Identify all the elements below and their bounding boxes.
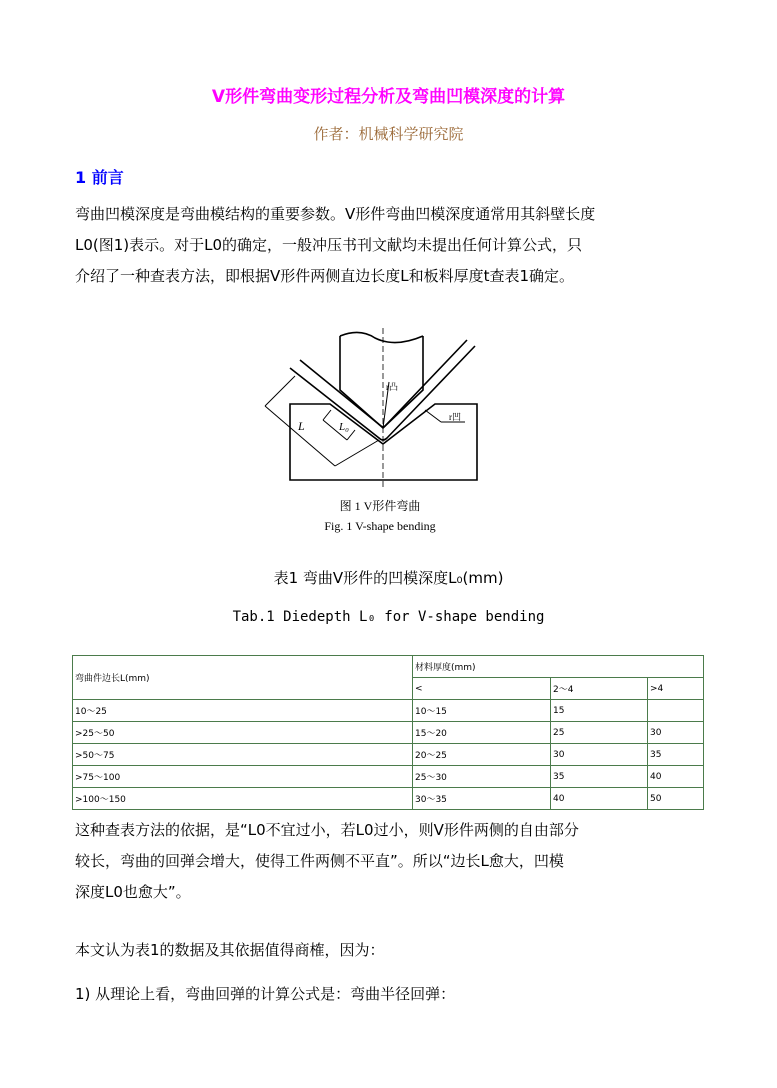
table-header-row [73, 656, 704, 678]
table-cell: >25～50 [73, 722, 413, 744]
table-cell: 40 [648, 766, 704, 788]
table-subheader: < [413, 678, 551, 700]
paragraph-line: 弯曲凹模深度是弯曲模结构的重要参数。V形件弯曲凹模深度通常用其斜壁长度 [75, 205, 596, 223]
paragraph-line: 介绍了一种查表方法，即根据V形件两侧直边长度L和板料厚度t查表1确定。 [75, 267, 575, 285]
paragraph-line: L0(图1)表示。对于L0的确定，一般冲压书刊文献均未提出任何计算公式，只 [75, 236, 583, 254]
paragraph-line: 这种查表方法的依据，是“L0不宜过小，若L0过小，则V形件两侧的自由部分 [75, 821, 579, 839]
table-row [73, 722, 704, 744]
table-cell: >75～100 [73, 766, 413, 788]
table-cell: 30 [551, 744, 648, 766]
document-title: V形件弯曲变形过程分析及弯曲凹模深度的计算 [211, 87, 566, 107]
table-cell: 15～20 [413, 722, 551, 744]
label-r-punch: r凸 [386, 382, 398, 392]
label-l: L [298, 419, 305, 433]
label-l0: L₀ [339, 421, 349, 433]
table-row [73, 788, 704, 810]
sheet-inner [300, 340, 467, 427]
figure-caption-cn: 图 1 V形件弯曲 [339, 499, 421, 513]
table-row-header: 弯曲件边长L(mm) [73, 656, 413, 700]
table-cell: 15 [551, 700, 648, 722]
figure-caption-en: Fig. 1 V-shape bending [324, 519, 436, 533]
author-line: 作者：机械科学研究院 [313, 125, 464, 143]
table-caption-en: Tab.1 Diedepth L₀ for V-shape bending [232, 609, 545, 625]
table-cell [648, 700, 704, 722]
table-group-header: 材料厚度(mm) [413, 656, 704, 678]
table-cell: 25 [551, 722, 648, 744]
label-r-die: r凹 [449, 412, 461, 422]
paragraph-opinion: 本文认为表1的数据及其依据值得商榷，因为： [75, 941, 385, 959]
table-cell: 30 [648, 722, 704, 744]
table-cell: 50 [648, 788, 704, 810]
paragraph-line: 较长，弯曲的回弹会增大，使得工件两侧不平直”。所以“边长L愈大，凹模 [75, 852, 564, 870]
table-cell: 25～30 [413, 766, 551, 788]
paragraph-point-1: 1) 从理论上看，弯曲回弹的计算公式是：弯曲半径回弹： [75, 985, 456, 1003]
v-bending-figure [255, 318, 505, 538]
table-cell: 40 [551, 788, 648, 810]
table-row [73, 766, 704, 788]
table-row [73, 744, 704, 766]
table-cell: 20～25 [413, 744, 551, 766]
table-subheader: >4 [648, 678, 704, 700]
table-cell: >50～75 [73, 744, 413, 766]
table-row [73, 700, 704, 722]
die-depth-table [72, 655, 704, 810]
table-cell: 30～35 [413, 788, 551, 810]
table-cell: 35 [648, 744, 704, 766]
punch-top-break [340, 332, 423, 342]
table-cell: >100～150 [73, 788, 413, 810]
table-caption-cn: 表1 弯曲V形件的凹模深度L₀(mm) [273, 569, 504, 587]
paragraph-line: 深度L0也愈大”。 [75, 883, 191, 901]
section-heading: 1 前言 [75, 168, 124, 187]
paragraph-rationale [75, 815, 705, 908]
table-cell: 35 [551, 766, 648, 788]
paragraph-intro [75, 199, 705, 292]
table-cell: 10～25 [73, 700, 413, 722]
table-cell: 10～15 [413, 700, 551, 722]
table-subheader: 2～4 [551, 678, 648, 700]
